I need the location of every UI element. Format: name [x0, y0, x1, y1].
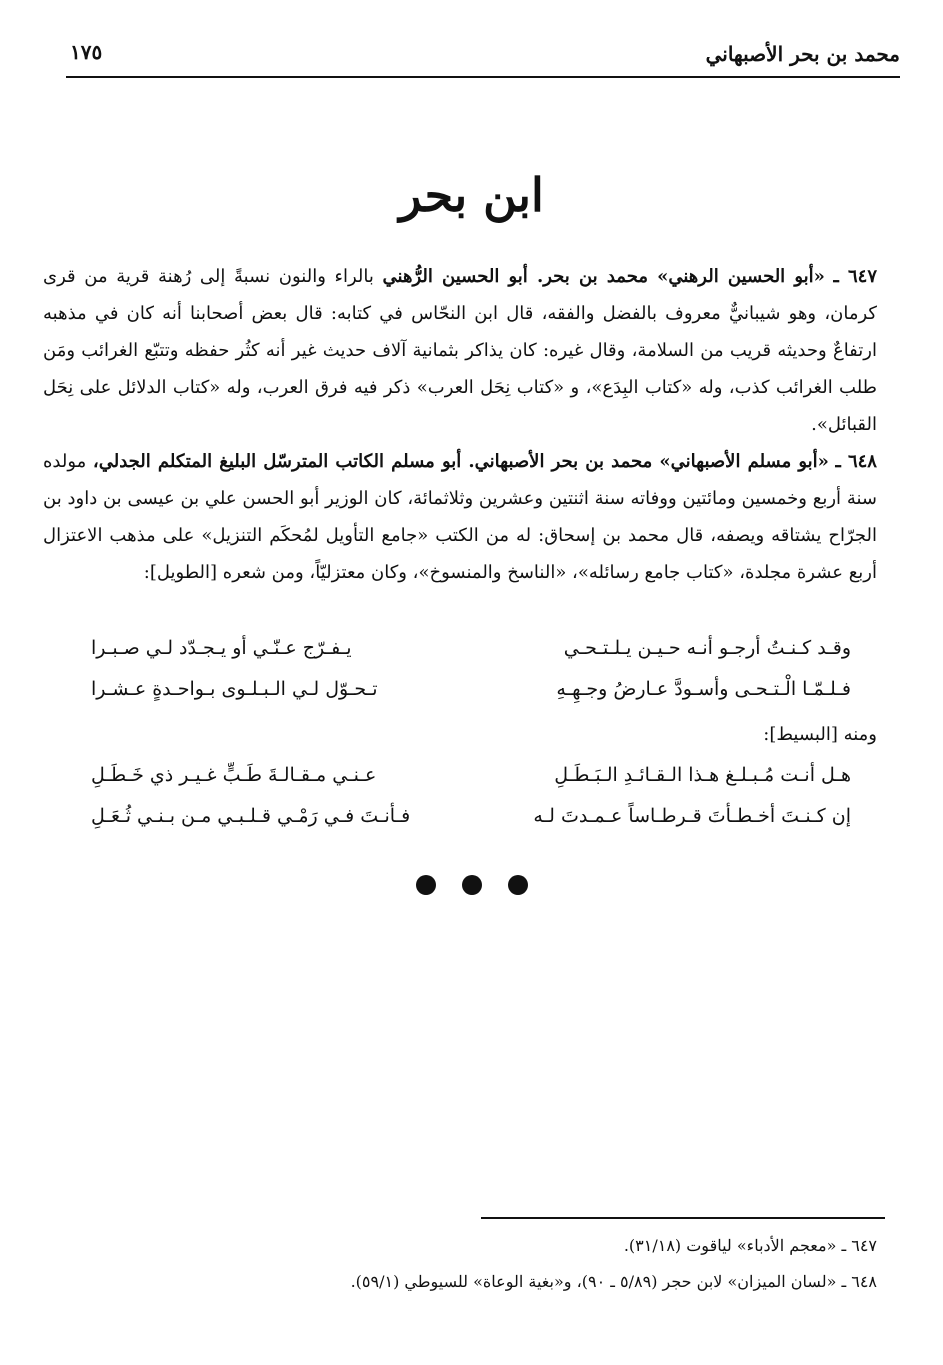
entry-number: ٦٤٧ ـ [833, 266, 877, 287]
divider-dot [508, 875, 528, 895]
footnote-separator [481, 1217, 885, 1219]
verse-line [91, 755, 851, 796]
verse-line [91, 628, 851, 669]
verse-second-hemistich: عـنـي مـقـالـةَ طَـبٍّ غـيـر ذي خَـطَـلِ [91, 764, 377, 786]
footnotes [43, 1228, 877, 1300]
footnote: ٦٤٧ ـ «معجم الأدباء» لياقوت (٣١/١٨). [623, 1236, 877, 1255]
poem-basit [91, 755, 851, 837]
section-divider-dots [0, 875, 943, 895]
divider-dot [462, 875, 482, 895]
page-header [66, 36, 900, 78]
verse-first-hemistich: إن كـنـتَ أخـطـأتَ قـرطـاساً عـمـدتَ لـه [533, 805, 851, 827]
verse-second-hemistich: تـحـوّل لـي الـبـلـوى بـواحـدةٍ عـشـرا [91, 678, 378, 700]
verse-line [91, 669, 851, 710]
entry-number: ٦٤٨ ـ [835, 451, 877, 472]
entry-lead: «أبو الحسين الرهني» محمد بن بحر. أبو الحسين الرُّهني [382, 266, 825, 287]
verse-first-hemistich: هـل أنـت مُـبـلـغ هـذا الـقـائـدِ الـبَـطَـلِ [554, 764, 851, 786]
verse-first-hemistich: فـلـمّـا الْـتـحـى وأسـودَّ عـارضُ وجـهِـهِ [556, 678, 851, 700]
entry-text: مولده سنة أربع وخمسين ومائتين ووفاته سنة اثنتين وعشرين وثلاثمائة، كان الوزير أبو الحسن علي بن عيسى بن داود بن الجرّاح يشتاقه ويصفه، قال محمد بن إسحاق: له من الكتب «جامع التأويل لمُحكَم التنزيل» على مذهب الاعتزال أربع عشرة مجلدة، «كتاب جامع رسائله»، «الناسخ والمنسوخ»، وكان معتزليّاً، ومن شعره [الطويل]: [43, 451, 877, 583]
chapter-title: ابن بحر [399, 168, 544, 222]
verse-second-hemistich: فـأنـتَ فـي رَمْـي قـلـبـي مـن بـنـي ثُـعَـلِ [91, 805, 411, 827]
entry-text: بالراء والنون نسبةً إلى رُهنة قرية من قرى كرمان، وهو شيبانيٌّ معروف بالفضل والفقه، قال ابن النحّاس في كتابه: قال بعض أصحابنا أنه كان في مذهبه ارتفاعٌ وحديثه قريب من السلامة، وقال غيره: كان يذاكر بثمانية آلاف حديث غير أنه كثُر حفظه وتتبّع الغرائب ومَن طلب الغرائب كذب، وله «كتاب البِدَع»، و «كتاب نِحَل العرب» ذكر فيه فرق العرب، وله «كتاب الدلائل على نِحَل القبائل». [43, 266, 877, 435]
footnote: ٦٤٨ ـ «لسان الميزان» لابن حجر (٥/٨٩ ـ ٩٠)، و«بغية الوعاة» للسيوطي (٥٩/١). [350, 1272, 877, 1291]
entries-body [43, 258, 877, 591]
verse-first-hemistich: وقـد كـنـتُ أرجـو أنـه حـيـن يـلـتـحـي [563, 637, 851, 659]
poem-tawil [91, 628, 851, 710]
verse-line [91, 796, 851, 837]
entry-lead: «أبو مسلم الأصبهاني» محمد بن بحر الأصبهاني. أبو مسلم الكاتب المترسّل البليغ المتكلم الجدلي، [92, 451, 829, 472]
entry-647 [43, 258, 877, 443]
divider-dot [416, 875, 436, 895]
page-number: ١٧٥ [70, 40, 103, 64]
running-title: محمد بن بحر الأصبهاني [705, 42, 900, 66]
poem-intro: ومنه [البسيط]: [763, 724, 877, 745]
verse-second-hemistich: يـفـرّج عـنّـي أو يـجـدّد لـي صـبـرا [91, 637, 352, 659]
entry-648 [43, 443, 877, 591]
